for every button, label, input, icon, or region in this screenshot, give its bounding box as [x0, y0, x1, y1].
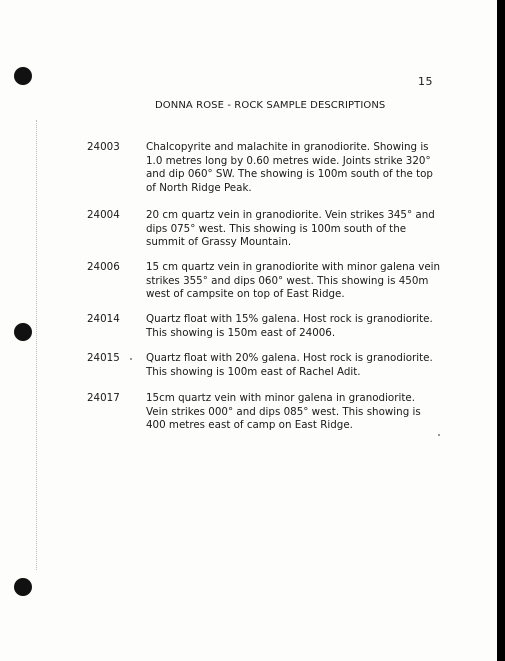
sample-description [146, 352, 451, 379]
description-line: Quartz float with 15% galena. Host rock is granodiorite. [146, 313, 433, 325]
sample-id: 24003 [87, 141, 120, 153]
sample-id: 24014 [87, 313, 120, 325]
margin-marks [36, 120, 38, 570]
sample-description [146, 209, 451, 250]
sample-id: 24017 [87, 392, 120, 404]
punch-hole [14, 578, 32, 596]
sample-id: 24004 [87, 209, 120, 221]
description-line: 15 cm quartz vein in granodiorite with minor galena vein [146, 261, 441, 273]
description-line: 400 metres east of camp on East Ridge. [146, 419, 353, 431]
description-line: This showing is 150m east of 24006. [146, 326, 336, 339]
description-line: 20 cm quartz vein in granodiorite. Vein strikes 345° and [146, 209, 435, 221]
description-line: and dip 060° SW. The showing is 100m south of the top [146, 168, 433, 180]
description-line: Quartz float with 20% galena. Host rock is granodiorite. [146, 352, 433, 364]
sample-description [146, 141, 451, 195]
description-line: This showing is 100m east of Rachel Adit. [146, 365, 361, 378]
description-line: west of campsite on top of East Ridge. [146, 288, 345, 300]
page-title: DONNA ROSE - ROCK SAMPLE DESCRIPTIONS [155, 100, 386, 111]
description-line: Vein strikes 000° and dips 085° west. This showing is [146, 405, 421, 418]
scan-speck [130, 358, 132, 360]
sample-description [146, 261, 451, 302]
punch-hole [14, 323, 32, 341]
description-line: strikes 355° and dips 060° west. This showing is 450m [146, 274, 429, 287]
sample-id: 24006 [87, 261, 120, 273]
description-line: 15cm quartz vein with minor galena in granodiorite. [146, 392, 415, 404]
sample-description [146, 313, 451, 340]
punch-hole [14, 67, 32, 85]
description-line: 1.0 metres long by 0.60 metres wide. Joints strike 320° [146, 154, 431, 167]
description-line: dips 075° west. This showing is 100m south of the [146, 222, 407, 235]
page-number: 15 [418, 75, 433, 88]
sample-id: 24015 [87, 352, 120, 364]
sample-description [146, 392, 451, 433]
description-line: Chalcopyrite and malachite in granodiorite. Showing is [146, 141, 429, 153]
description-line: summit of Grassy Mountain. [146, 236, 292, 248]
description-line: of North Ridge Peak. [146, 181, 252, 194]
scan-speck [438, 434, 440, 436]
scan-border [497, 0, 505, 661]
